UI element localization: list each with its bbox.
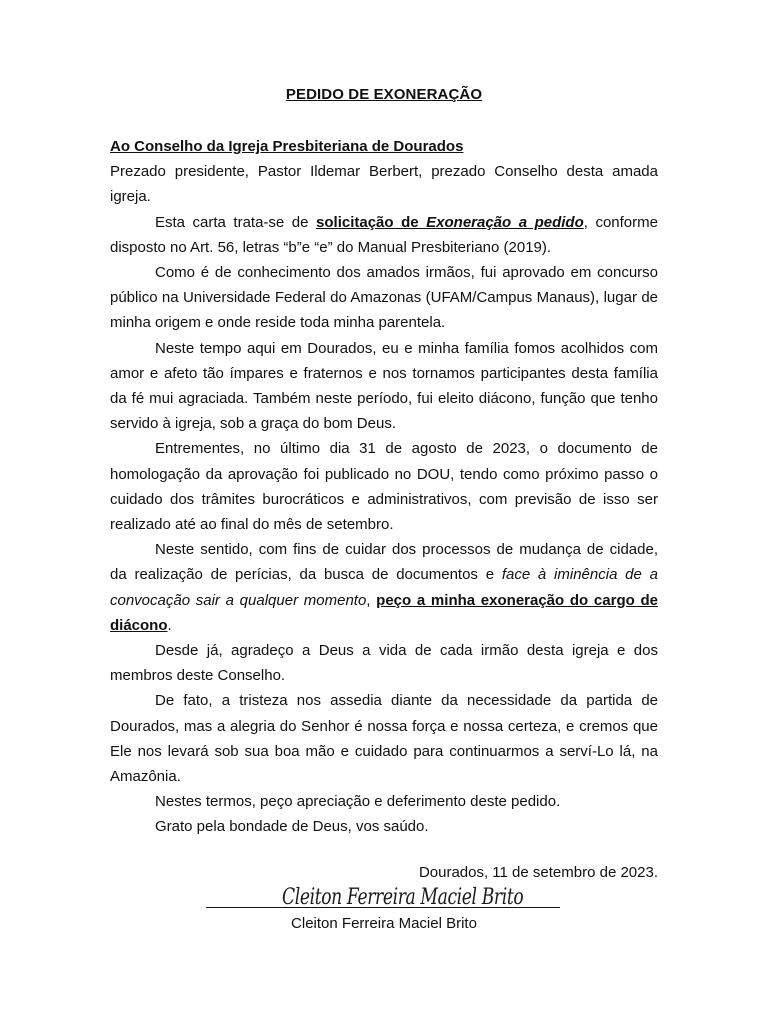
paragraph-request [110, 210, 658, 260]
paragraph-sadness: De fato, a tristeza nos assedia diante da necessidade da partida de Dourados, mas a alegria do Senhor é nossa força e nossa certeza, e cremos que Ele nos levará sob sua boa mão e cuidado para continuarmos a serví-Lo lá, na Amazônia. [110, 692, 658, 786]
paragraph-homologation: Entrementes, no último dia 31 de agosto de 2023, o documento de homologação da aprovação foi publicado no DOU, tendo como próximo passo o cuidado dos trâmites burocráticos e administrativos, com previsão de isso ser realizado até ao final do mês de setembro. [110, 440, 658, 534]
addressee: Ao Conselho da Igreja Presbiteriana de Dourados [110, 138, 464, 155]
p1-text: Esta carta trata-se de [155, 213, 317, 231]
signature-block [206, 882, 560, 910]
signer-name: Cleiton Ferreira Maciel Brito [291, 915, 477, 932]
p1-bold-text: solicitação de [316, 213, 427, 231]
p5-middle: , [366, 591, 377, 609]
p1-bold [316, 214, 584, 231]
p5-text: Neste sentido, com fins de cuidar dos processos de mudança de cidade, da realização de perícias, da busca de documentos e [110, 541, 658, 584]
p5-italic: face à iminência de a convocação sair a qualquer momento [110, 566, 658, 609]
p1-after: , conforme disposto no Art. 56, letras “b”e “e” do Manual Presbiteriano (2019). [110, 213, 658, 256]
paragraph-closing: Grato pela bondade de Deus, vos saúdo. [155, 818, 429, 836]
paragraph-welcome: Neste tempo aqui em Dourados, eu e minha família fomos acolhidos com amor e afeto tão ímpares e fraternos e nos tornamos participantes desta família da fé mui agraciada. Também neste período, fui eleito diácono, função que tenho servido à igreja, sob a graça do bom Deus. [110, 339, 658, 433]
paragraph-approval: Como é de conhecimento dos amados irmãos, fui aprovado em concurso público na Universidade Federal do Amazonas (UFAM/Campus Manaus), lugar de minha origem e onde reside toda minha parentela. [110, 264, 658, 332]
date-line: Dourados, 11 de setembro de 2023. [418, 864, 658, 881]
p5-bold: peço a minha exoneração do cargo de diácono [110, 591, 658, 634]
handwritten-signature: Cleiton Ferreira Maciel Brito [282, 885, 524, 910]
letter-body [110, 134, 658, 840]
document-title: PEDIDO DE EXONERAÇÃO [285, 86, 483, 103]
paragraph-thanks: Desde já, agradeço a Deus a vida de cada irmão desta igreja e dos membros deste Conselho. [110, 642, 658, 685]
paragraph-exoneration [110, 537, 658, 638]
signature-line [206, 907, 560, 908]
paragraph-terms: Nestes termos, peço apreciação e deferimento deste pedido. [155, 793, 561, 811]
p1-bold-italic: Exoneração a pedido [426, 213, 584, 231]
p5-after: . [167, 616, 172, 634]
greeting: Prezado presidente, Pastor Ildemar Berbert, prezado Conselho desta amada igreja. [110, 163, 658, 206]
